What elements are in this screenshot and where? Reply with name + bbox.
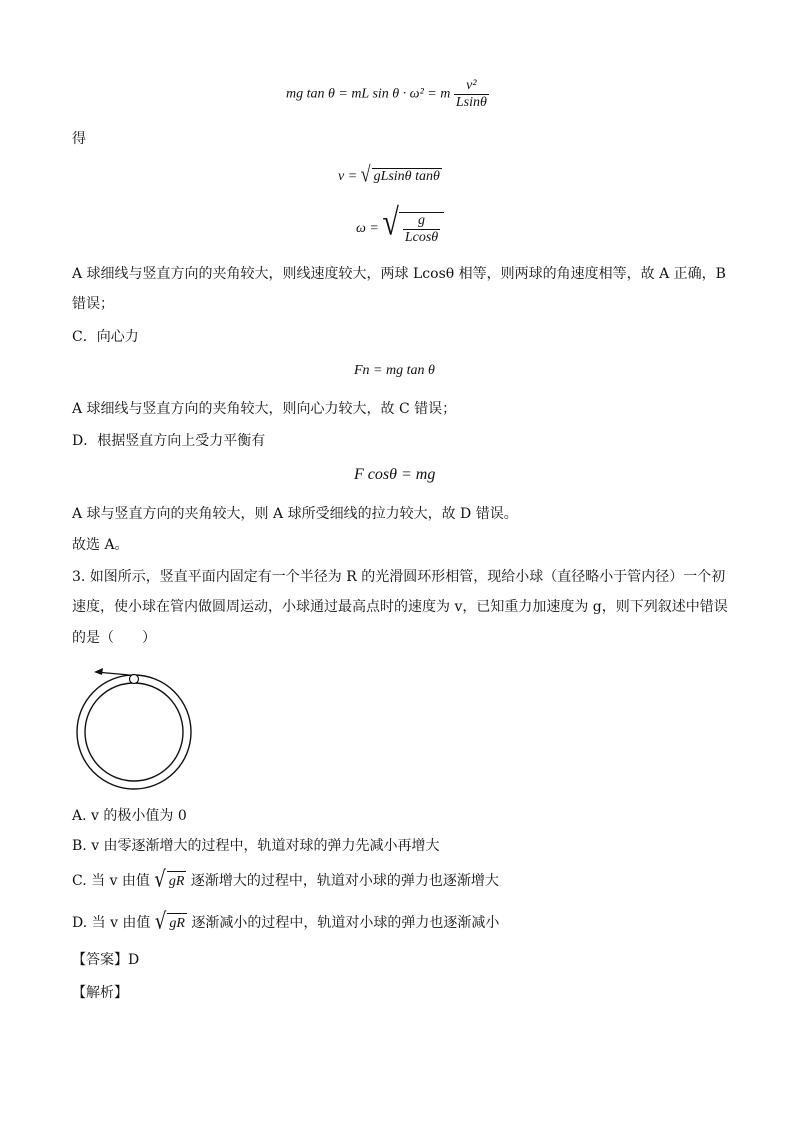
option-b: B. v 由零逐渐增大的过程中，轨道对球的弹力先减小再增大 [72, 838, 440, 854]
equation-5: F cosθ = mg [354, 466, 436, 483]
question-3-line-1: 3. 如图所示，竖直平面内固定有一个半径为 R 的光滑圆环形相管，现给小球（直径略小于管内径）一个初 [72, 569, 726, 585]
equation-4: Fn = mg tan θ [354, 363, 435, 378]
option-c-radicand: gR [167, 871, 187, 892]
sqrt-symbol: √ [360, 161, 371, 187]
paragraph-3: A 球与竖直方向的夹角较大，则 A 球所受细线的拉力较大，故 D 错误。 [72, 506, 518, 522]
paragraph-2: A 球细线与竖直方向的夹角较大，则向心力较大，故 C 错误； [72, 401, 457, 417]
equation-3-fraction [399, 212, 444, 246]
velocity-arrow-head [94, 668, 103, 675]
equation-1-denominator: Lsinθ [455, 95, 487, 110]
paragraph-1-line-2: 错误； [72, 296, 114, 312]
equation-2 [338, 161, 442, 187]
equation-2-radicand: gLsinθ tanθ [373, 169, 440, 184]
option-d-prefix: D. 当 v 由值 [72, 915, 151, 931]
answer-value: D [128, 952, 140, 968]
sqrt-symbol: √ [154, 866, 166, 893]
analysis-label: 【解析】 [72, 985, 128, 1001]
equation-3 [356, 201, 444, 246]
question-3-line-3: 的是（ ） [72, 630, 156, 646]
equation-1 [286, 78, 489, 111]
paragraph-1-line-1: A 球细线与竖直方向的夹角较大，则线速度较大，两球 Lcosθ 相等，则两球的角速度相等，故 A 正确，B [72, 266, 726, 282]
de-text: 得 [72, 131, 86, 147]
option-d [72, 908, 500, 935]
answer-line [72, 950, 139, 970]
option-a: A. v 的极小值为 0 [72, 808, 187, 824]
equation-1-fraction [454, 78, 489, 111]
ball [130, 675, 139, 684]
equation-1-left: mg tan θ = mL sin θ · ω² = m [286, 86, 451, 102]
sqrt-symbol: √ [382, 201, 399, 243]
equation-3-denominator: Lcosθ [404, 229, 439, 245]
outer-ring [77, 675, 191, 789]
equation-2-left: v = [338, 169, 358, 184]
ring-tube-diagram [66, 662, 206, 802]
option-c-suffix: 逐渐增大的过程中，轨道对小球的弹力也逐渐增大 [190, 873, 499, 889]
inner-ring [85, 683, 183, 781]
option-c-prefix: C. 当 v 由值 [72, 873, 150, 889]
option-d-radicand: gR [167, 913, 187, 934]
option-d-heading: D．根据竖直方向上受力平衡有 [72, 433, 266, 449]
option-c [72, 866, 499, 893]
option-c-heading: C．向心力 [72, 329, 139, 345]
question-3-line-2: 速度，使小球在管内做圆周运动，小球通过最高点时的速度为 v，已知重力加速度为 g，则下列叙述中错误 [72, 599, 728, 615]
equation-3-numerator: g [417, 212, 425, 228]
paragraph-4: 故选 A。 [72, 537, 129, 553]
answer-label: 【答案】 [72, 952, 128, 968]
option-d-suffix: 逐渐减小的过程中，轨道对小球的弹力也逐渐减小 [191, 915, 500, 931]
equation-3-left: ω = [356, 221, 379, 236]
sqrt-symbol: √ [154, 908, 167, 935]
equation-1-numerator: v² [466, 78, 477, 93]
